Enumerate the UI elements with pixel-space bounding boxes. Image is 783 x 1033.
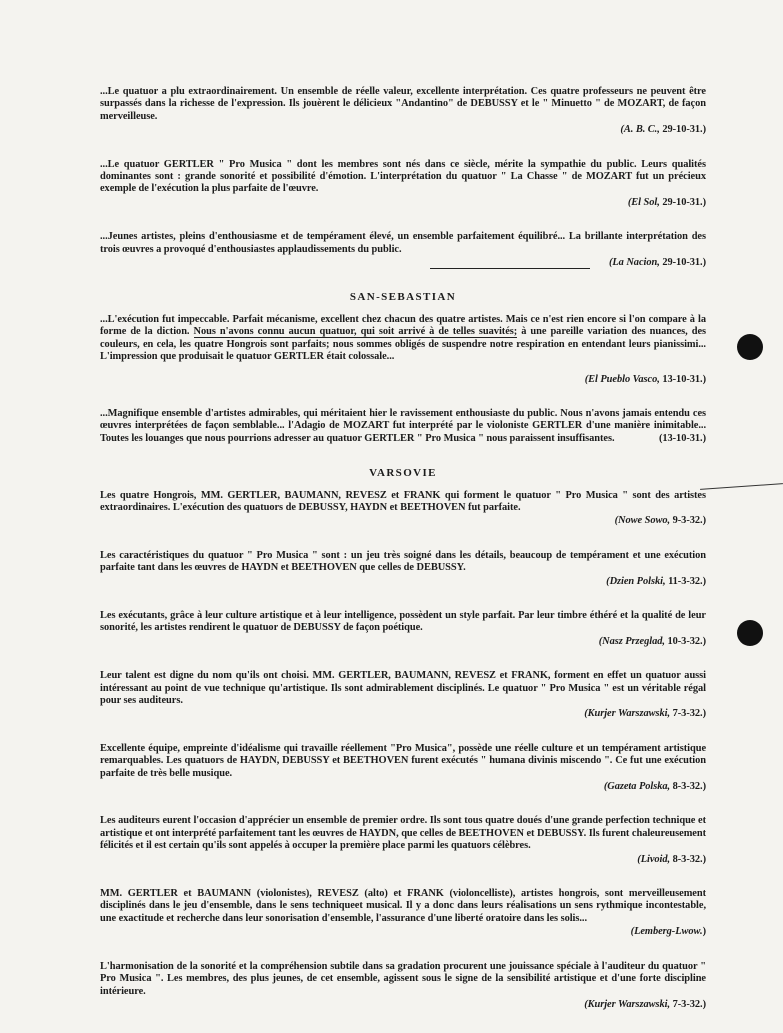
review-source: (El Pueblo Vasco, 13-10-31.)	[584, 373, 706, 385]
review-text: ...Le quatuor a plu extraordinairement. Un ensemble de réelle valeur, excellente interprétation. Ces quatre professeurs ne peuvent être surpassés dans la richesse de l'expression. Ils jouèrent le délicieux "Andantino" de DEBUSSY et le " Minuetto " de MOZART, de façon merveilleuse.	[100, 86, 706, 122]
review-abc	[100, 86, 706, 137]
review-lemberg-lwow	[100, 888, 706, 939]
review-text: Les caractéristiques du quatuor " Pro Musica " sont : un jeu très soigné dans les détails, beaucoup de tempérament et une exécution parfaite tant dans les œuvres de HAYDN et BEETHOVEN que celles de DEBUSSY.	[100, 549, 706, 574]
review-text: Excellente équipe, empreinte d'idéalisme qui travaille réellement "Pro Musica", possède une réelle culture et un tempérament artistique remarquables. Les quatuors de HAYDN, DEBUSSY et BEETHOVEN furent exécutés " humana divinis miscendo ". Ce fut une exécution parfaite de très belle musique.	[100, 742, 706, 779]
punch-hole	[737, 620, 763, 646]
review-text: Leur talent est digne du nom qu'ils ont choisi. MM. GERTLER, BAUMANN, REVESZ et FRANK, forment en effet un quatuor aussi intéressant au point de vue technique qu'artistique. Ils sont admirablement disciplinés. Le quatuor " Pro Musica " est un véritable régal pour ses auditeurs.	[100, 670, 706, 706]
review-text: ...Magnifique ensemble d'artistes admirables, qui méritaient hier le ravissement enthousiaste du public. Nous n'avons jamais entendu ces œuvres interprétées de façon semblable... l'Adagio de MOZART fut interprété par le violoniste GERTLER d'une manière inimitable... Toutes les louanges que nous pourrions adresser au quatuor GERTLER " Pro Musica " nous paraissent insuffisantes. (13-10-31.)	[100, 407, 706, 444]
review-el-sol	[100, 159, 706, 210]
review-source: (Nowe Sowo, 9-3-32.)	[614, 515, 706, 527]
review-source: (Gazeta Polska, 8-3-32.)	[603, 781, 706, 793]
city-heading-san-sebastian: SAN-SEBASTIAN	[349, 291, 457, 304]
review-source: (Kurjer Warszawski, 7-3-32.)	[584, 708, 706, 720]
review-text: MM. GERTLER et BAUMANN (violonistes), REVESZ (alto) et FRANK (violoncelliste), artistes hongrois, sont merveilleusement disciplinés dans le jeu d'ensemble, dans le sens techniqueet musical. Il y a donc dans leurs réalisations un sens rythmique incontestable, une exactitude et recherche dans leur sonorisation d'ensemble, l'assurance d'une liberté oratoire dans les solis...	[100, 888, 706, 924]
review-dzien-polski	[100, 550, 706, 588]
review-gazeta-polska	[100, 743, 706, 794]
underlined-passage: Nous n'avons connu aucun quatuor, qui soit arrivé à de telles suavités;	[193, 326, 518, 338]
review-livoid	[100, 815, 706, 866]
review-san-sebastian-2	[100, 408, 706, 445]
review-source: (Livoid, 8-3-32.)	[637, 853, 706, 865]
review-source: (Dzien Polski, 11-3-32.)	[606, 575, 706, 587]
review-kurjer-warszawski-1	[100, 670, 706, 721]
press-reviews	[100, 86, 706, 1033]
review-source: (Lemberg-Lwow.)	[630, 926, 706, 938]
review-kurjer-warszawski-2	[100, 961, 706, 1012]
review-text: L'harmonisation de la sonorité et la compréhension subtile dans sa gradation procurent une jouissance spéciale à l'auditeur du quatuor " Pro Musica ". Les membres, des plus jeunes, de cet ensemble, agissent sous le signe de la sensibilité artistique et d'une forte discipline intérieure.	[100, 960, 706, 997]
review-source: (Kurjer Warszawski, 7-3-32.)	[584, 998, 706, 1010]
review-source: (El Sol, 29-10-31.)	[627, 196, 706, 208]
review-text: Les quatre Hongrois, MM. GERTLER, BAUMANN, REVESZ et FRANK qui forment le quatuor " Pro Musica " sont des artistes extraordinaires. L'exécution des quatuors de DEBUSSY, HAYDN et BEETHOVEN fut parfaite.	[100, 489, 706, 513]
review-text: ...L'exécution fut impeccable. Parfait mécanisme, excellent chez chacun des quatre artistes. Mais ce n'est rien encore si l'on compare à la forme de la diction. Nous n'avons connu aucun quatuor, qui soit arrivé à de telles suavités; à une pareille variation des nuances, des couleurs, en cela, les quatre Hongrois sont parfaits; nous sommes obligés de suspendre notre respiration en entendant leurs pianissimi... L'impression que produisait le quatuor GERTLER était colossale...	[100, 313, 707, 363]
punch-hole	[737, 334, 763, 360]
review-source: (Nasz Przeglad, 10-3-32.)	[598, 635, 706, 647]
review-text: ...Jeunes artistes, pleins d'enthousiasme et de tempérament élevé, un ensemble parfaitement équilibré... La brillante interprétation des trois œuvres a provoqué d'enthousiastes applaudissements du public.	[100, 231, 706, 255]
review-text: ...Le quatuor GERTLER " Pro Musica " dont les membres sont nés dans ce siècle, mérite la sympathie du public. Leurs qualités dominantes sont : grande sonorité et possibilité d'émotion. L'interprétation du quatuor " La Chasse " de MOZART fut un précieux exemple de l'exécution la plus parfaite de l'œuvre.	[100, 158, 706, 195]
review-el-pueblo-vasco	[100, 314, 706, 386]
review-text: Les exécutants, grâce à leur culture artistique et à leur intelligence, possèdent un style parfait. Par leur timbre éthéré et la qualité de leur sonorité, les artistes rendirent le quatuor de DEBUSSY de façon poétique.	[100, 609, 706, 634]
review-source: (A. B. C., 29-10-31.)	[620, 124, 706, 136]
review-text: Les auditeurs eurent l'occasion d'apprécier un ensemble de premier ordre. Ils sont tous quatre doués d'une grande perfection technique et artistique et ont interprété parfaitement tant les œuvres de HAYDN, que celles de BEETHOVEN et DEBUSSY. Ils furent chaleureusement félicités et il est certain qu'ils sont appelés à occuper la première place parmi les quatuors célèbres.	[100, 815, 706, 852]
review-nowe-sowo	[100, 490, 706, 528]
review-la-nacion	[100, 231, 706, 269]
review-source: (La Nacion, 29-10-31.)	[608, 257, 706, 269]
pen-stroke	[700, 483, 783, 490]
review-nasz-przeglad	[100, 610, 706, 648]
city-heading-varsovie: VARSOVIE	[369, 467, 437, 480]
